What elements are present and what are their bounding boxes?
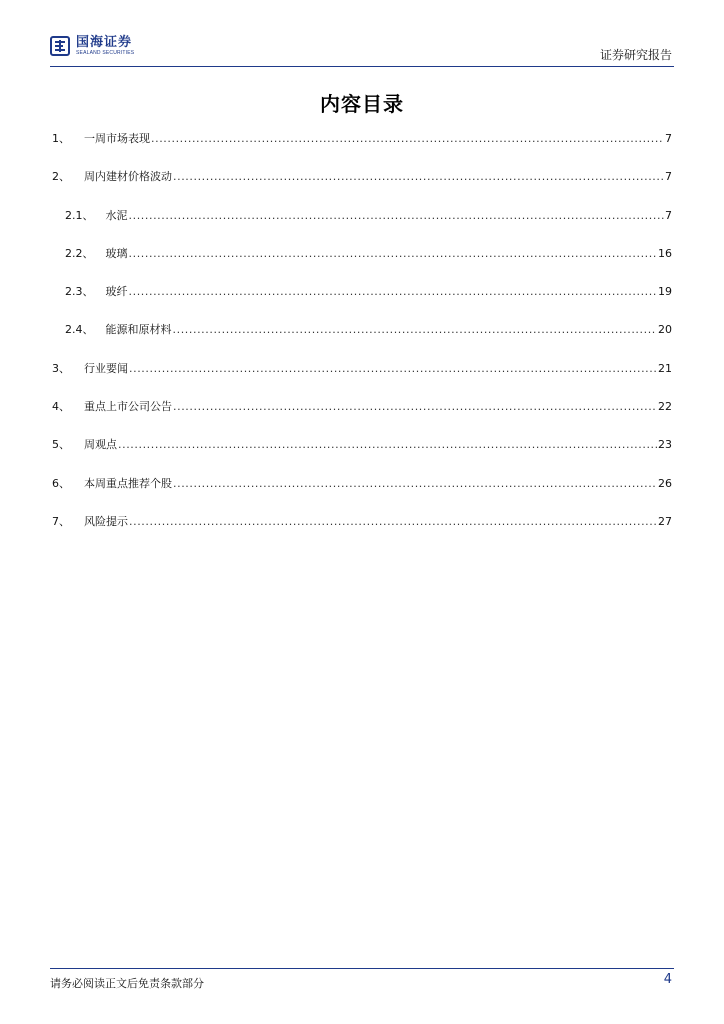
toc-entry[interactable] bbox=[52, 475, 672, 513]
toc-entry-page: 27 bbox=[658, 514, 672, 528]
toc-entry-label: 玻璃 bbox=[105, 246, 128, 260]
disclaimer-text: 请务必阅读正文后免责条款部分 bbox=[50, 977, 204, 990]
toc-entry-number: 3、 bbox=[52, 361, 70, 375]
toc-entry[interactable] bbox=[52, 130, 672, 168]
table-of-contents bbox=[52, 130, 672, 551]
toc-entry-page: 16 bbox=[658, 246, 672, 260]
page-number: 4 bbox=[663, 972, 672, 987]
sealand-logo-icon bbox=[50, 36, 70, 56]
toc-entry[interactable] bbox=[52, 168, 672, 206]
toc-entry-page: 23 bbox=[658, 438, 672, 452]
toc-entry[interactable] bbox=[52, 283, 672, 321]
toc-entry-label: 重点上市公司公告 bbox=[84, 400, 172, 414]
toc-entry-number: 2.3、 bbox=[65, 285, 94, 299]
toc-entry-number: 6、 bbox=[52, 476, 70, 490]
toc-dot-leader bbox=[129, 285, 658, 298]
toc-title: 内容目录 bbox=[320, 92, 404, 116]
toc-entry-page: 22 bbox=[658, 400, 672, 414]
toc-entry[interactable] bbox=[52, 436, 672, 474]
toc-entry-number: 1、 bbox=[52, 132, 70, 145]
toc-entry-label: 能源和原材料 bbox=[105, 323, 172, 337]
logo-chinese-name: 国海证券 bbox=[76, 35, 133, 50]
toc-entry[interactable] bbox=[52, 398, 672, 436]
toc-dot-leader bbox=[129, 209, 665, 222]
toc-entry[interactable] bbox=[52, 207, 672, 245]
toc-entry[interactable] bbox=[52, 360, 672, 398]
toc-dot-leader bbox=[118, 438, 657, 451]
toc-dot-leader bbox=[129, 247, 658, 260]
toc-dot-leader bbox=[129, 362, 657, 375]
toc-entry[interactable] bbox=[52, 321, 672, 359]
toc-entry-number: 2.1、 bbox=[65, 208, 94, 222]
toc-dot-leader bbox=[173, 323, 658, 336]
toc-entry-page: 20 bbox=[658, 323, 672, 337]
toc-entry-label: 风险提示 bbox=[84, 514, 128, 528]
toc-entry-page: 7 bbox=[665, 170, 672, 184]
toc-entry-page: 21 bbox=[658, 361, 672, 375]
toc-entry-page: 19 bbox=[658, 285, 672, 299]
toc-entry-label: 本周重点推荐个股 bbox=[84, 476, 172, 490]
toc-entry[interactable] bbox=[52, 513, 672, 551]
toc-entry-label: 周内建材价格波动 bbox=[84, 170, 172, 184]
toc-entry-page: 7 bbox=[665, 208, 672, 222]
toc-entry-label: 玻纤 bbox=[105, 285, 128, 299]
toc-entry-page: 7 bbox=[665, 132, 672, 145]
toc-dot-leader bbox=[151, 132, 664, 145]
toc-entry[interactable] bbox=[52, 245, 672, 283]
page-footer bbox=[50, 968, 674, 990]
toc-entry-number: 2.2、 bbox=[65, 246, 94, 260]
toc-entry-number: 4、 bbox=[52, 400, 70, 414]
logo-english-name: SEALAND SECURITIES bbox=[76, 50, 135, 56]
toc-entry-number: 5、 bbox=[52, 438, 70, 452]
report-type-label: 证券研究报告 bbox=[599, 48, 672, 62]
toc-entry-label: 水泥 bbox=[105, 208, 128, 222]
toc-entry-label: 周观点 bbox=[84, 438, 117, 452]
toc-entry-label: 一周市场表现 bbox=[84, 132, 150, 145]
toc-entry-label: 行业要闻 bbox=[84, 361, 128, 375]
company-logo bbox=[50, 36, 134, 56]
toc-dot-leader bbox=[173, 477, 657, 490]
toc-entry-number: 7、 bbox=[52, 514, 70, 528]
toc-entry-page: 26 bbox=[658, 476, 672, 490]
toc-dot-leader bbox=[129, 515, 657, 528]
toc-dot-leader bbox=[173, 400, 657, 413]
toc-entry-number: 2.4、 bbox=[65, 323, 94, 337]
page-header bbox=[50, 34, 674, 67]
toc-dot-leader bbox=[173, 170, 664, 183]
toc-entry-number: 2、 bbox=[52, 170, 70, 184]
